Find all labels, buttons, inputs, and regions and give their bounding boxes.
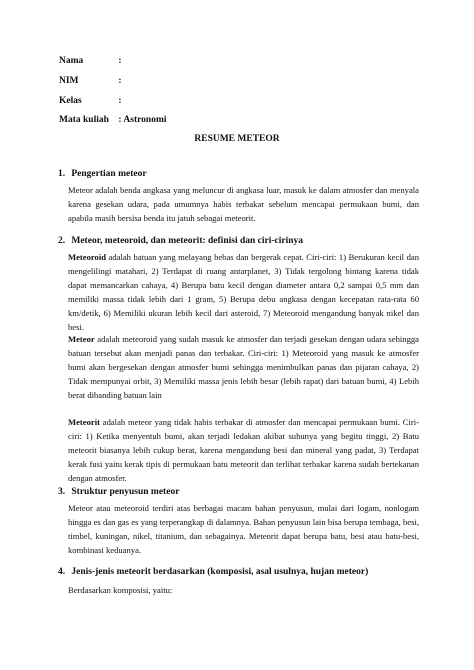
- paragraph-pengertian: Meteor adalah benda angkasa yang meluncur di angkasa luar, masuk ke dalam atmosfer dan menyala karena gesekan udara, pada umumnya habis terbakar sebelum mencapai permukaan bumi, dan apabila masih bersisa benda itu jatuh sebagai meteorit.: [68, 185, 419, 224]
- paragraph-meteorit: [68, 415, 419, 485]
- info-row-kelas: [59, 96, 122, 106]
- section-title: Pengertian meteor: [71, 169, 147, 179]
- section-heading-4: [58, 567, 368, 577]
- info-row-nim: [59, 76, 122, 86]
- section-number: 2.: [58, 236, 66, 246]
- info-label: Nama: [59, 56, 84, 66]
- definition-text: adalah meteoroid yang sudah masuk ke atmosfer dan terjadi gesekan dengan udara sehingga batuan tersebut akan menjadi panas dan terbakar. Ciri-ciri: 1) Meteoroid yang masuk ke atmosfer bumi akan bergesekan dengan atmosfer bumi sehingga menimbulkan panas dan pijaran cahaya, 2) Tidak mempunyai orbit, 3) Memiliki massa jenis lebih besar (lebih rapat) dari batuan bumi, 4) Lebih berat dibanding batuan lain: [68, 334, 419, 401]
- info-value: :: [118, 96, 122, 106]
- paragraph-meteoroid: [68, 250, 419, 335]
- document-title: RESUME METEOR: [194, 134, 280, 144]
- info-label: NIM: [59, 76, 79, 86]
- section-heading-2: [58, 236, 303, 246]
- info-row-nama: [59, 56, 122, 66]
- section-title: Struktur penyusun meteor: [71, 487, 180, 497]
- info-label: Mata kuliah: [59, 115, 109, 125]
- paragraph-struktur: Meteor atau meteoroid terdiri atas berbagai macam bahan penyusun, mulai dari logam, nonlogam hingga es dan gas es yang terperangkap di dalamnya. Bahan penyusun lain bisa berupa tembaga, besi, timbel, kuningan, nikel, titanium, dan sebagainya. Meteorit dapat berupa batu, besi atau batu-besi, kombinasi keduanya.: [68, 503, 419, 556]
- info-value: :: [118, 76, 122, 86]
- section-number: 4.: [58, 567, 66, 577]
- paragraph-meteor: [68, 332, 419, 402]
- info-label: Kelas: [59, 96, 82, 106]
- term-meteoroid: Meteoroid: [68, 252, 107, 262]
- section-number: 1.: [58, 169, 66, 179]
- definition-text: adalah batuan yang melayang bebas dan bergerak cepat. Ciri-ciri: 1) Berukuran kecil dan mengelilingi matahari, 2) Terdapat di ruang antarplanet, 3) Tidak tergolong bintang karena tidak dapat memancarkan cahaya, 4) Berupa batu kecil dengan diameter antara 0,2 sampai 0,5 mm dan memiliki massa tidak lebih dari 1 gram, 5) Berupa debu angkasa dengan kecepatan rata-rata 60 km/detik, 6) Memiliki ukuran lebih kecil dari asteroid, 7) Meteoroid mengandung banyak nikel dan besi.: [68, 252, 419, 333]
- info-value: :: [118, 56, 122, 66]
- section-title: Jenis-jenis meteorit berdasarkan (komposisi, asal usulnya, hujan meteor): [71, 567, 369, 577]
- section-heading-3: [58, 487, 179, 497]
- paragraph-komposisi: Berdasarkan komposisi, yaitu:: [68, 585, 173, 595]
- term-meteorit: Meteorit: [68, 417, 100, 427]
- section-number: 3.: [58, 487, 66, 497]
- definition-text: adalah meteor yang tidak habis terbakar di atmosfer dan mencapai permukaan bumi. Ciri- ciri: 1) Ketika menyentuh bumi, akan terjadi ledakan akibat suhunya yang begitu tinggi, 2) Batu meteorit biasanya lebih cukup berat, karena mengandung besi dan mineral yang padat, 3) Terdapat kerak fusi yaitu kerak tipis di permukaan batu meteorit dan terlihat terbakar karena sudah bertekanan dengan atmosfer.: [68, 417, 419, 484]
- term-meteor: Meteor: [68, 334, 95, 344]
- info-row-mata-kuliah: [59, 115, 167, 125]
- section-heading-1: [58, 169, 147, 179]
- section-title: Meteor, meteoroid, dan meteorit: definisi dan ciri-cirinya: [71, 236, 304, 246]
- info-value: : Astronomi: [118, 115, 167, 125]
